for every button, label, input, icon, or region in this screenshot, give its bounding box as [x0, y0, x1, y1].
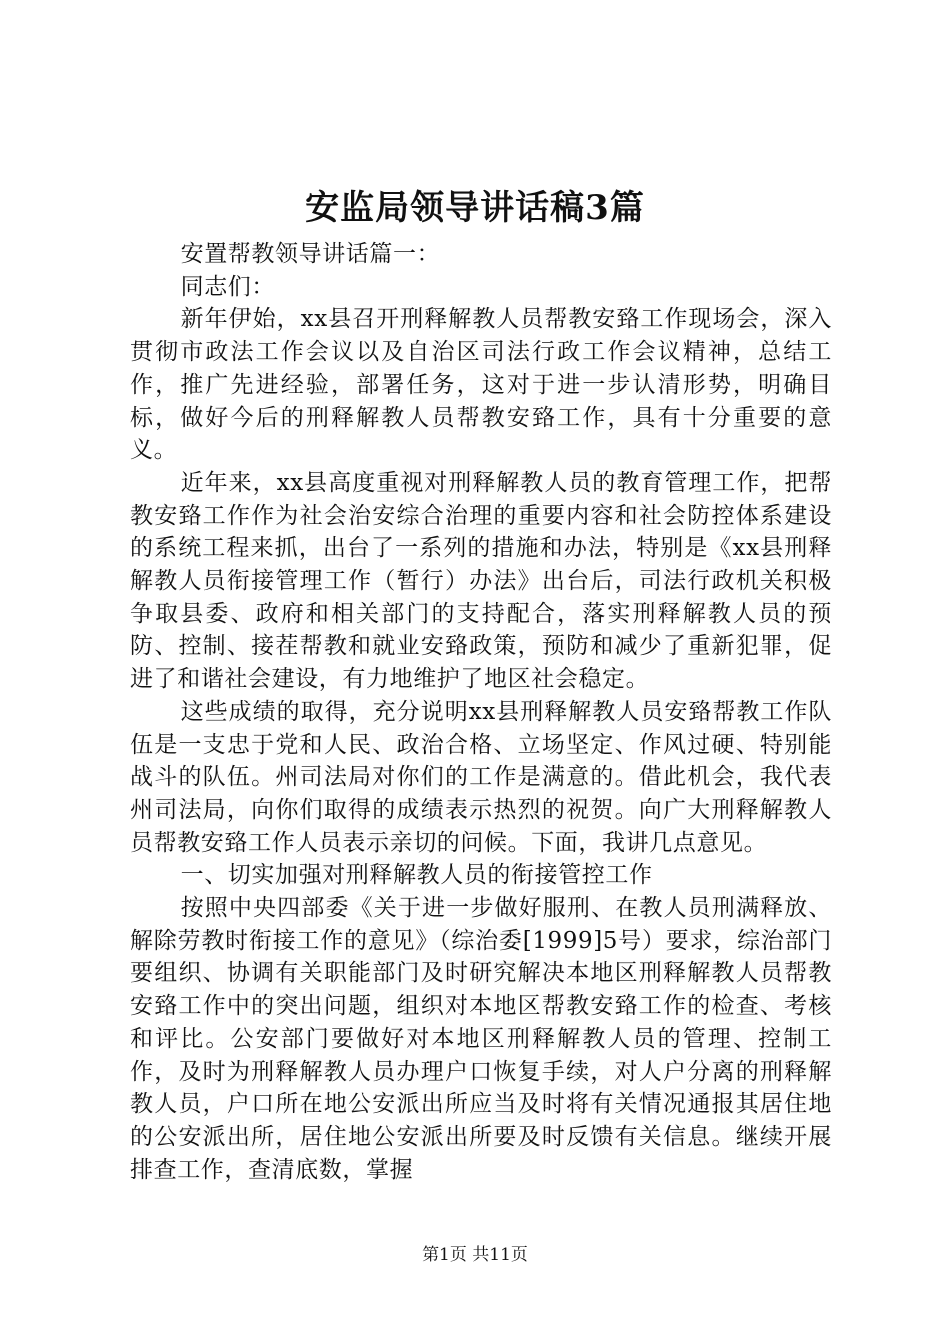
document-title: 安监局领导讲话稿3篇	[305, 188, 645, 228]
paragraph: 这些成绩的取得，充分说明xx县刑释解教人员安臵帮教工作队伍是一支忠于党和人民、政治合格、立场坚定、作风过硬、特别能战斗的队伍。州司法局对你们的工作是满意的。借此机会，我代表州司法局，向你们取得的成绩表示热烈的祝贺。向广大刑释解教人员帮教安臵工作人员表示亲切的问候。下面，我讲几点意见。	[130, 698, 832, 856]
paragraph: 新年伊始，xx县召开刑释解教人员帮教安臵工作现场会，深入贯彻市政法工作会议以及自治区司法行政工作会议精神，总结工作，推广先进经验，部署任务，这对于进一步认清形势，明确目标，做好今后的刑释解教人员帮教安臵工作，具有十分重要的意义。	[130, 306, 832, 464]
document-body	[130, 238, 832, 1186]
paragraph: 近年来，xx县高度重视对刑释解教人员的教育管理工作，把帮教安臵工作作为社会治安综合治理的重要内容和社会防控体系建设的系统工程来抓，出台了一系列的措施和办法，特别是《xx县刑释解教人员衔接管理工作（暂行）办法》出台后，司法行政机关积极争取县委、政府和相关部门的支持配合，落实刑释解教人员的预防、控制、接茬帮教和就业安臵政策，预防和减少了重新犯罪，促进了和谐社会建设，有力地维护了地区社会稳定。	[130, 469, 832, 693]
section-heading: 一、切实加强对刑释解教人员的衔接管控工作	[180, 862, 653, 889]
paragraph-heading-part-one: 安置帮教领导讲话篇一：	[180, 241, 441, 267]
page-footer: 第1页 共11页	[422, 1245, 528, 1265]
paragraph-salutation: 同志们：	[180, 273, 275, 300]
paragraph: 按照中央四部委《关于进一步做好服刑、在教人员刑满释放、解除劳教时衔接工作的意见》（综治委[1999]5号）要求，综治部门要组织、协调有关职能部门及时研究解决本地区刑释解教人员帮教安臵工作中的突出问题，组织对本地区帮教安臵工作的检查、考核和评比。公安部门要做好对本地区刑释解教人员的管理、控制工作，及时为刑释解教人员办理户口恢复手续，对人户分离的刑释解教人员，户口所在地公安派出所应当及时将有关情况通报其居住地的公安派出所，居住地公安派出所要及时反馈有关信息。继续开展排查工作，查清底数，掌握	[130, 895, 832, 1183]
